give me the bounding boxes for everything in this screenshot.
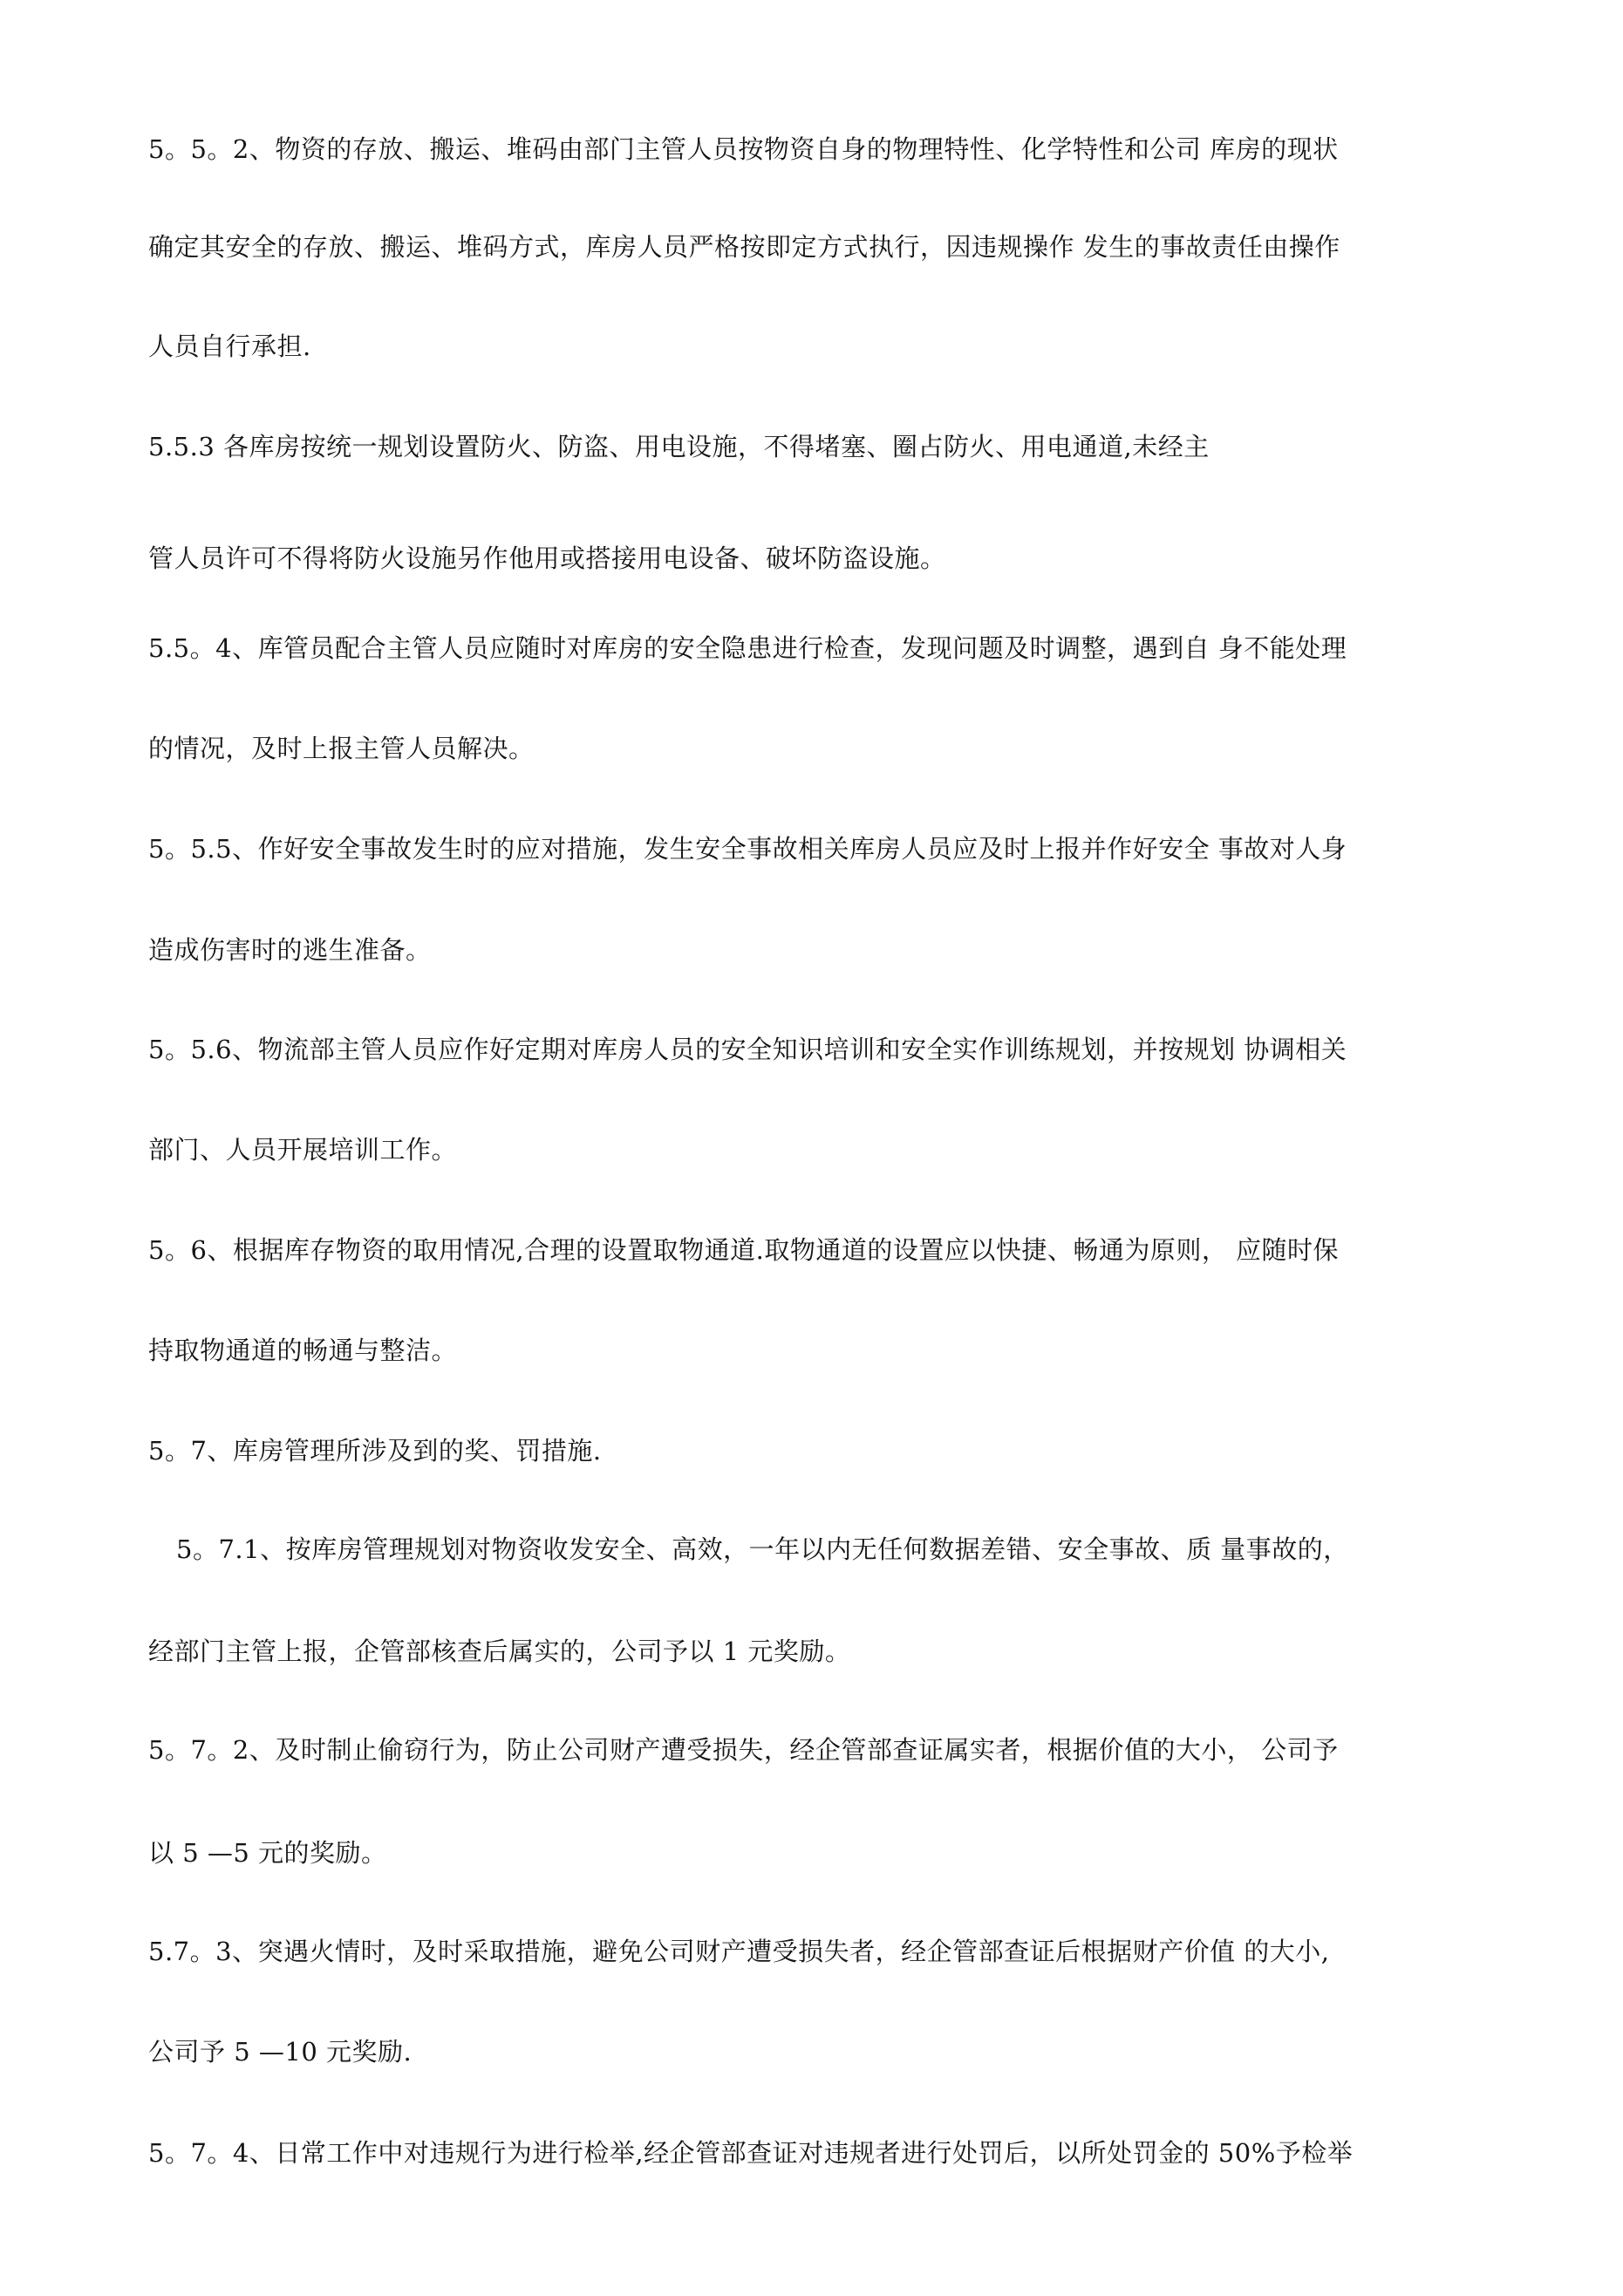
paragraph-line: 5.7。3、突遇火情时，及时采取措施，避免公司财产遭受损失者，经企管部查证后根据财产价值 的大小, — [148, 1937, 1330, 1966]
paragraph-line: 5。5。2、物资的存放、搬运、堆码由部门主管人员按物资自身的物理特性、化学特性和公司 库房的现状 — [148, 134, 1339, 164]
paragraph-line: 5.5。4、库管员配合主管人员应随时对库房的安全隐患进行检查，发现问题及时调整，遇到自 身不能处理 — [148, 633, 1347, 663]
paragraph-line: 确定其安全的存放、搬运、堆码方式，库房人员严格按即定方式执行，因违规操作 发生的事故责任由操作 — [148, 232, 1340, 262]
paragraph-line: 5。6、根据库存物资的取用情况,合理的设置取物通道.取物通道的设置应以快捷、畅通为原则， 应随时保 — [148, 1235, 1340, 1265]
paragraph-line: 部门、人员开展培训工作。 — [148, 1135, 458, 1165]
paragraph-line: 造成伤害时的逃生准备。 — [148, 935, 432, 965]
paragraph-line: 5。7。2、及时制止偷窃行为，防止公司财产遭受损失，经企管部查证属实者，根据价值的大小， 公司予 — [148, 1735, 1339, 1765]
paragraph-line: 5。7.1、按库房管理规划对物资收发安全、高效，一年以内无任何数据差错、安全事故、质 量事故的， — [176, 1534, 1349, 1564]
paragraph-line: 以 5 —5 元的奖励。 — [148, 1838, 387, 1868]
paragraph-line: 5。7、库房管理所涉及到的奖、罚措施. — [148, 1436, 602, 1466]
paragraph-line: 5。5.6、物流部主管人员应作好定期对库房人员的安全知识培训和安全实作训练规划，并按规划 协调相关 — [148, 1035, 1347, 1064]
paragraph-line: 经部门主管上报，企管部核查后属实的，公司予以 1 元奖励。 — [148, 1637, 851, 1666]
paragraph-line: 5.5.3 各库房按统一规划设置防火、防盗、用电设施，不得堵塞、圈占防火、用电通道,未经主 — [148, 432, 1210, 461]
paragraph-line: 的情况，及时上报主管人员解决。 — [148, 734, 535, 763]
paragraph-line: 5。7。4、日常工作中对违规行为进行检举,经企管部查证对违规者进行处罚后，以所处罚金的 50%予检举 — [148, 2138, 1354, 2168]
paragraph-line: 公司予 5 —10 元奖励. — [148, 2037, 413, 2067]
paragraph-line: 持取物通道的畅通与整洁。 — [148, 1336, 458, 1365]
paragraph-line: 人员自行承担. — [148, 331, 311, 361]
paragraph-line: 5。5.5、作好安全事故发生时的应对措施，发生安全事故相关库房人员应及时上报并作好安全 事故对人身 — [148, 834, 1347, 864]
paragraph-line: 管人员许可不得将防火设施另作他用或搭接用电设备、破坏防盗设施。 — [148, 543, 946, 573]
